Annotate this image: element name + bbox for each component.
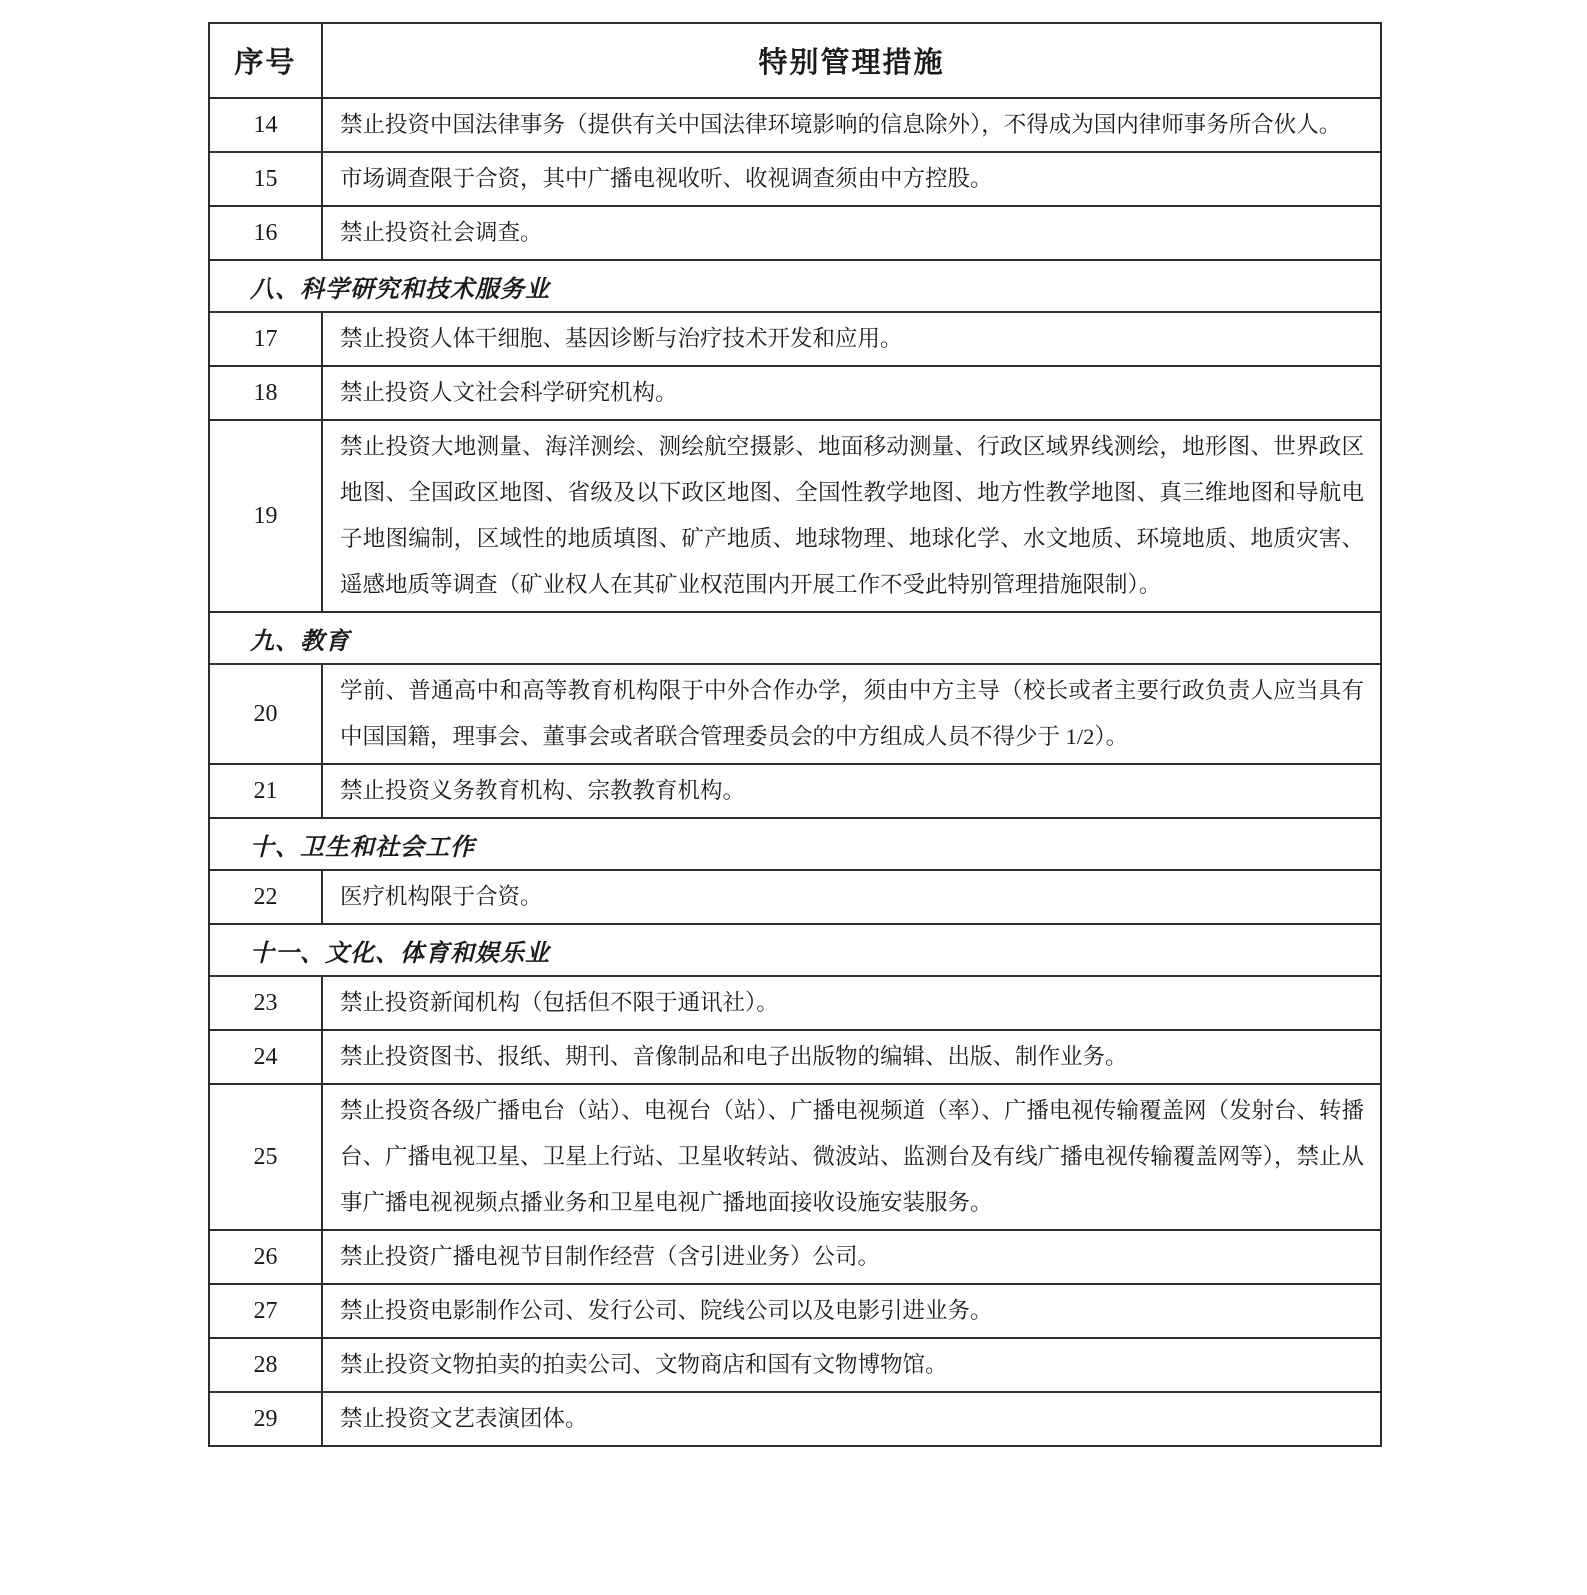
section-row [209, 260, 1381, 312]
table-row [209, 312, 1381, 366]
section-row [209, 924, 1381, 976]
table-row [209, 1392, 1381, 1446]
row-number: 15 [209, 152, 322, 206]
table-row [209, 870, 1381, 924]
row-number: 18 [209, 366, 322, 420]
row-measure-text: 禁止投资大地测量、海洋测绘、测绘航空摄影、地面移动测量、行政区域界线测绘，地形图、世界政区地图、全国政区地图、省级及以下政区地图、全国性教学地图、地方性教学地图、真三维地图和导航电子地图编制，区域性的地质填图、矿产地质、地球物理、地球化学、水文地质、环境地质、地质灾害、遥感地质等调查（矿业权人在其矿业权范围内开展工作不受此特别管理措施限制）。 [322, 420, 1381, 612]
row-number: 21 [209, 764, 322, 818]
row-number: 28 [209, 1338, 322, 1392]
row-measure-text: 禁止投资中国法律事务（提供有关中国法律环境影响的信息除外），不得成为国内律师事务所合伙人。 [322, 98, 1381, 152]
section-title: 十、卫生和社会工作 [209, 818, 1381, 870]
row-measure-text: 禁止投资电影制作公司、发行公司、院线公司以及电影引进业务。 [322, 1284, 1381, 1338]
table-row [209, 1030, 1381, 1084]
row-measure-text: 学前、普通高中和高等教育机构限于中外合作办学，须由中方主导（校长或者主要行政负责人应当具有中国国籍，理事会、董事会或者联合管理委员会的中方组成人员不得少于 1/2）。 [322, 664, 1381, 764]
row-measure-text: 禁止投资文物拍卖的拍卖公司、文物商店和国有文物博物馆。 [322, 1338, 1381, 1392]
table-row [209, 1284, 1381, 1338]
row-number: 23 [209, 976, 322, 1030]
section-title: 十一、文化、体育和娱乐业 [209, 924, 1381, 976]
row-measure-text: 禁止投资文艺表演团体。 [322, 1392, 1381, 1446]
row-measure-text: 禁止投资图书、报纸、期刊、音像制品和电子出版物的编辑、出版、制作业务。 [322, 1030, 1381, 1084]
table-row [209, 206, 1381, 260]
table-row [209, 98, 1381, 152]
row-measure-text: 禁止投资各级广播电台（站）、电视台（站）、广播电视频道（率）、广播电视传输覆盖网（发射台、转播台、广播电视卫星、卫星上行站、卫星收转站、微波站、监测台及有线广播电视传输覆盖网等），禁止从事广播电视视频点播业务和卫星电视广播地面接收设施安装服务。 [322, 1084, 1381, 1230]
row-measure-text: 医疗机构限于合资。 [322, 870, 1381, 924]
row-measure-text: 禁止投资广播电视节目制作经营（含引进业务）公司。 [322, 1230, 1381, 1284]
row-number: 20 [209, 664, 322, 764]
row-number: 27 [209, 1284, 322, 1338]
table-row [209, 1338, 1381, 1392]
row-number: 16 [209, 206, 322, 260]
row-number: 19 [209, 420, 322, 612]
row-measure-text: 禁止投资新闻机构（包括但不限于通讯社）。 [322, 976, 1381, 1030]
row-measure-text: 市场调查限于合资，其中广播电视收听、收视调查须由中方控股。 [322, 152, 1381, 206]
table-row [209, 420, 1381, 612]
row-measure-text: 禁止投资义务教育机构、宗教教育机构。 [322, 764, 1381, 818]
table-row [209, 664, 1381, 764]
special-measures-table [208, 22, 1382, 1447]
section-title: 九、教育 [209, 612, 1381, 664]
table-row [209, 1230, 1381, 1284]
table-row [209, 1084, 1381, 1230]
row-number: 25 [209, 1084, 322, 1230]
row-measure-text: 禁止投资人文社会科学研究机构。 [322, 366, 1381, 420]
row-measure-text: 禁止投资社会调查。 [322, 206, 1381, 260]
table-row [209, 764, 1381, 818]
table-header-row [209, 23, 1381, 98]
row-number: 24 [209, 1030, 322, 1084]
header-measure-col: 特别管理措施 [322, 23, 1381, 98]
row-number: 29 [209, 1392, 322, 1446]
row-number: 17 [209, 312, 322, 366]
section-title: 八、科学研究和技术服务业 [209, 260, 1381, 312]
row-measure-text: 禁止投资人体干细胞、基因诊断与治疗技术开发和应用。 [322, 312, 1381, 366]
table-row [209, 152, 1381, 206]
row-number: 26 [209, 1230, 322, 1284]
table-row [209, 976, 1381, 1030]
header-seq-col: 序号 [209, 23, 322, 98]
row-number: 22 [209, 870, 322, 924]
section-row [209, 612, 1381, 664]
row-number: 14 [209, 98, 322, 152]
table-row [209, 366, 1381, 420]
section-row [209, 818, 1381, 870]
